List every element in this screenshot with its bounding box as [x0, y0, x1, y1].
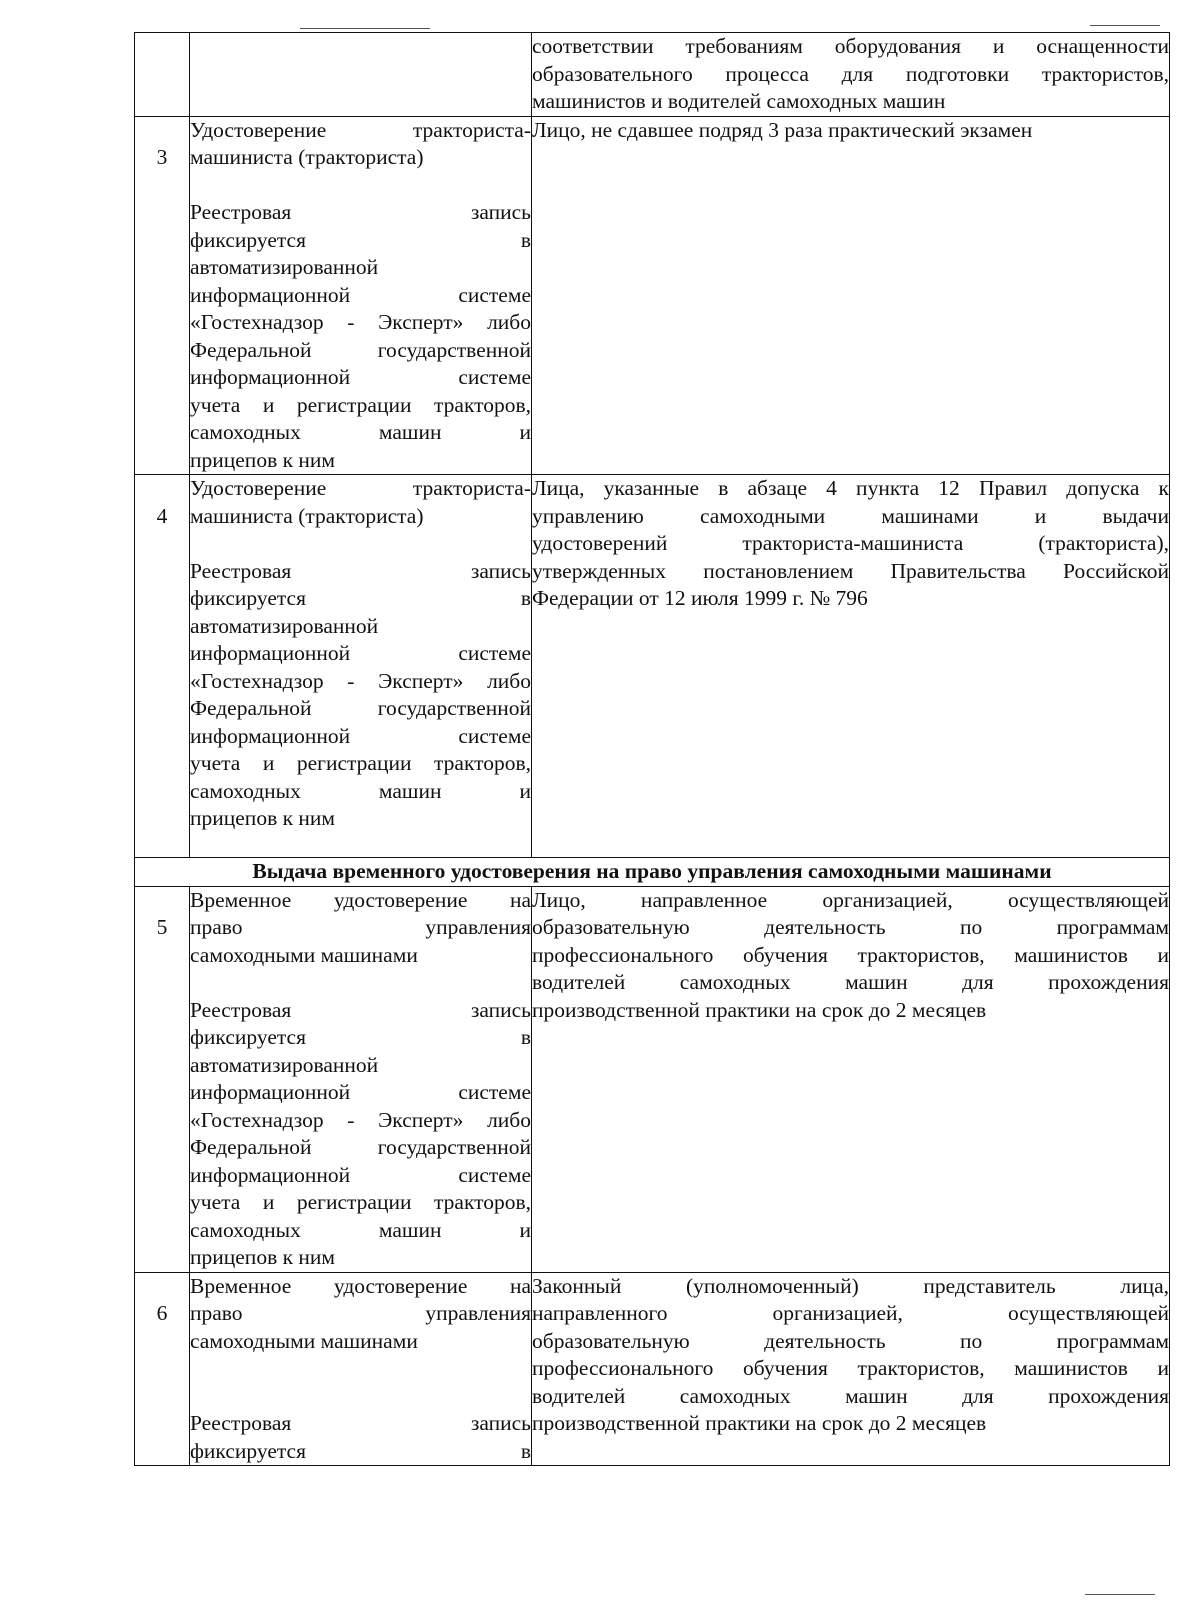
description-line: образовательную деятельность по программам: [532, 915, 1169, 939]
registry-line: Федеральной государственной: [190, 337, 531, 362]
document-title-line: право управления: [190, 915, 531, 939]
document-cell: [190, 33, 532, 117]
description-line: управлению самоходными машинами и выдачи: [532, 503, 1169, 528]
registry-line: прицепов к ним: [190, 447, 336, 472]
description-line: Лицо, не сдавшее подряд 3 раза практический экзамен: [532, 117, 1033, 142]
registry-line: Федеральной государственной: [190, 1135, 531, 1159]
registry-line: информационной системе: [190, 1162, 531, 1187]
registry-line: фиксируется в: [190, 227, 531, 252]
registry-line: прицепов к ним: [190, 1245, 336, 1269]
description-line: Федерации от 12 июля 1999 г. № 796: [532, 586, 868, 610]
description-line: образовательную деятельность по программам: [532, 1328, 1169, 1353]
row-number: 5: [156, 915, 168, 939]
description-cell: [532, 116, 1170, 475]
registry-line: учета и регистрации тракторов,: [190, 751, 531, 775]
table-row: [135, 1272, 1170, 1466]
registry-line: фиксируется в: [190, 1025, 531, 1049]
registry-line: фиксируется в: [190, 586, 531, 610]
table-row: [135, 475, 1170, 858]
description-line: Законный (уполномоченный) представитель лица,: [532, 1273, 1169, 1298]
document-title-line: Удостоверение тракториста-: [190, 117, 531, 142]
document-cell: [190, 886, 532, 1272]
description-line: утвержденных постановлением Правительства Российской: [532, 558, 1169, 583]
table-row: [135, 116, 1170, 475]
document-cell: [190, 1272, 532, 1466]
registry-line: учета и регистрации тракторов,: [190, 392, 531, 417]
registry-line: «Гостехнадзор - Эксперт» либо: [190, 1107, 531, 1132]
registry-line: учета и регистрации тракторов,: [190, 1190, 531, 1214]
document-title-line: Удостоверение тракториста-: [190, 476, 531, 500]
registry-line: Реестровая запись: [190, 997, 531, 1022]
description-line: машинистов и водителей самоходных машин: [532, 89, 946, 113]
document-title-line: самоходными машинами: [190, 1328, 418, 1353]
row-number-cell: [135, 886, 190, 1272]
registry-line: Реестровая запись: [190, 558, 531, 583]
description-line: профессионального обучения трактористов, машинистов и: [532, 942, 1169, 967]
document-title-line: Временное удостоверение на: [190, 1273, 531, 1298]
table-row: [135, 886, 1170, 1272]
description-line: производственной практики на срок до 2 месяцев: [532, 997, 987, 1022]
description-cell: [532, 475, 1170, 858]
registry-line: информационной системе: [190, 723, 531, 748]
registry-line: информационной системе: [190, 1080, 531, 1104]
registry-line: информационной системе: [190, 641, 531, 665]
document-cell: [190, 116, 532, 475]
document-title-line: Временное удостоверение на: [190, 887, 531, 912]
row-number: 4: [156, 503, 168, 528]
row-number: 6: [156, 1301, 168, 1325]
row-number: 3: [156, 145, 168, 169]
description-line: производственной практики на срок до 2 месяцев: [532, 1411, 987, 1435]
scan-artifact-top-left: [300, 28, 430, 29]
registry-line: самоходных машин и: [190, 1217, 531, 1242]
description-line: водителей самоходных машин для прохождения: [532, 1383, 1169, 1408]
registry-line: автоматизированной: [190, 613, 379, 638]
description-cell: [532, 33, 1170, 117]
registry-line: информационной системе: [190, 365, 531, 389]
document-title-line: машиниста (тракториста): [190, 503, 424, 528]
registry-line: «Гостехнадзор - Эксперт» либо: [190, 310, 531, 334]
document-title-line: машиниста (тракториста): [190, 145, 424, 169]
registry-line: автоматизированной: [190, 1052, 379, 1077]
description-line: Лица, указанные в абзаце 4 пункта 12 Правил допуска к: [532, 476, 1169, 500]
document-cell: [190, 475, 532, 858]
row-number-cell: [135, 475, 190, 858]
description-line: профессионального обучения трактористов, машинистов и: [532, 1356, 1169, 1380]
description-line: соответствии требованиям оборудования и оснащенности: [532, 34, 1169, 58]
registry-line: фиксируется в: [190, 1438, 531, 1463]
registry-line: самоходных машин и: [190, 420, 531, 444]
eligibility-table: [134, 32, 1170, 1466]
description-line: образовательного процесса для подготовки трактористов,: [532, 61, 1169, 86]
description-cell: [532, 886, 1170, 1272]
scan-artifact-top-right: [1090, 25, 1160, 26]
description-line: водителей самоходных машин для прохождения: [532, 970, 1169, 994]
description-line: Лицо, направленное организацией, осуществляющей: [532, 887, 1169, 912]
section-heading: Выдача временного удостоверения на право управления самоходными машинами: [135, 858, 1170, 887]
registry-line: автоматизированной: [190, 255, 379, 279]
registry-line: «Гостехнадзор - Эксперт» либо: [190, 668, 531, 693]
description-cell: [532, 1272, 1170, 1466]
registry-line: Федеральной государственной: [190, 696, 531, 720]
row-number-cell: [135, 116, 190, 475]
document-title-line: самоходными машинами: [190, 942, 418, 967]
row-number-cell: [135, 33, 190, 117]
registry-line: Реестровая запись: [190, 1411, 531, 1435]
section-heading-row: [135, 858, 1170, 887]
row-number-cell: [135, 1272, 190, 1466]
registry-line: информационной системе: [190, 282, 531, 307]
registry-line: Реестровая запись: [190, 200, 531, 224]
description-line: удостоверений тракториста-машиниста (тракториста),: [532, 531, 1169, 555]
scan-artifact-bottom-right: [1085, 1594, 1155, 1595]
table-row-continuation: [135, 33, 1170, 117]
registry-line: прицепов к ним: [190, 806, 336, 830]
description-line: направленного организацией, осуществляющей: [532, 1301, 1169, 1325]
registry-line: самоходных машин и: [190, 778, 531, 803]
document-title-line: право управления: [190, 1301, 531, 1325]
